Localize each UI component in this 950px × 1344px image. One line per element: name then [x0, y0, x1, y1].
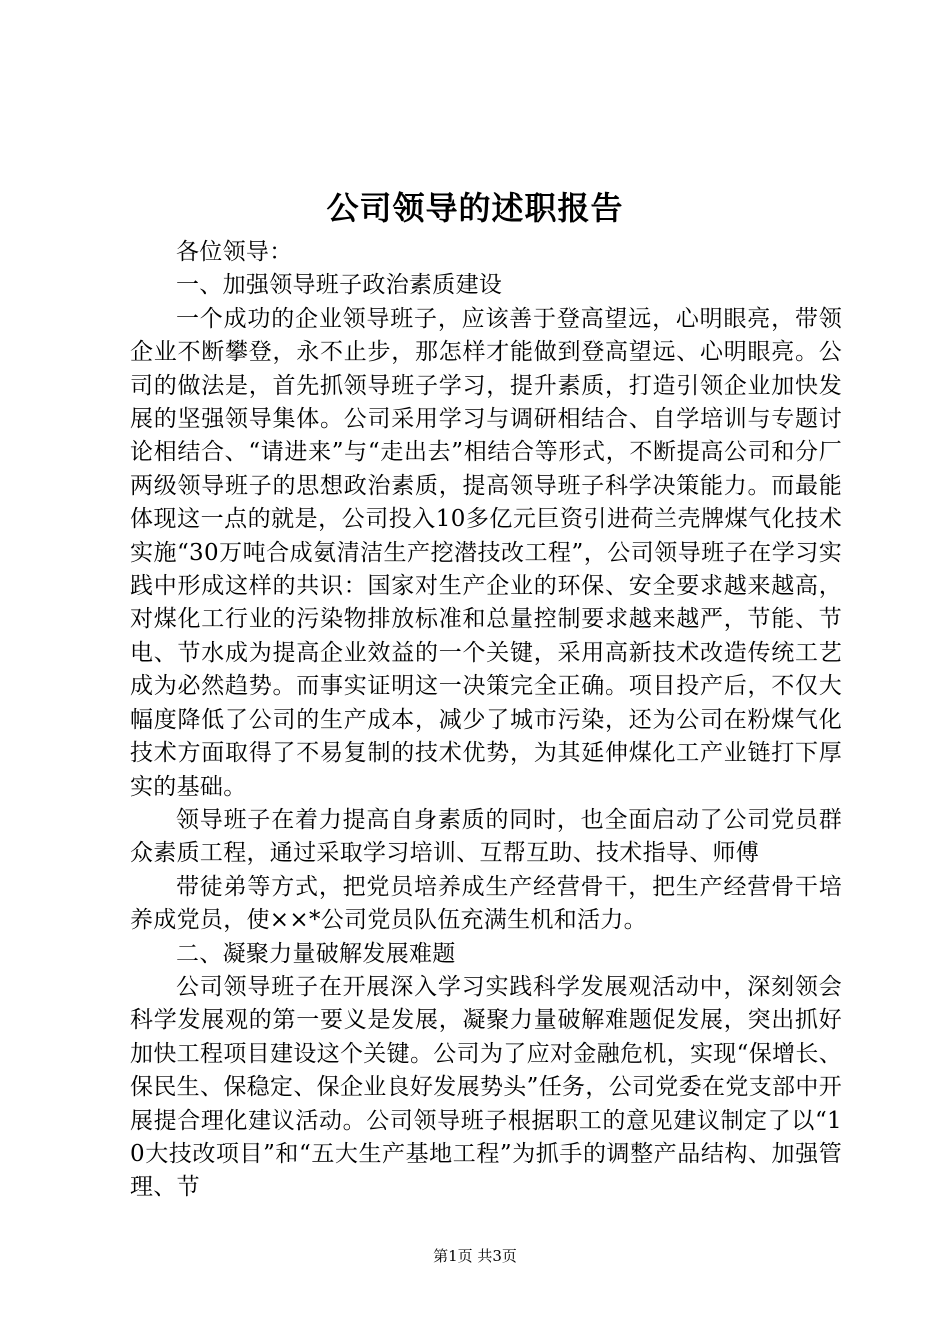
page-footer: 第1页 共3页 [433, 1247, 517, 1265]
body-paragraph: 一个成功的企业领导班子，应该善于登高望远，心明眼亮，带领企业不断攀登，永不止步，那怎样才能做到登高望远、心明眼亮。公司的做法是，首先抓领导班子学习，提升素质，打造引领企业加快发展的坚强领导集体。公司采用学习与调研相结合、自学培训与专题讨论相结合、“请进来”与“走出去”相结合等形式，不断提高公司和分厂两级领导班子的思想政治素质，提高领导班子科学决策能力。而最能体现这一点的就是，公司投入10多亿元巨资引进荷兰壳牌煤气化技术实施“30万吨合成氨清洁生产挖潜技改工程”，公司领导班子在学习实践中形成这样的共识：国家对生产企业的环保、安全要求越来越高，对煤化工行业的污染物排放标准和总量控制要求越来越严，节能、节电、节水成为提高企业效益的一个关键，采用高新技术改造传统工艺成为必然趋势。而事实证明这一决策完全正确。项目投产后，不仅大幅度降低了公司的生产成本，减少了城市污染，还为公司在粉煤气化技术方面取得了不易复制的技术优势，为其延伸煤化工产业链打下厚实的基础。 [130, 305, 842, 800]
body-paragraph: 公司领导班子在开展深入学习实践科学发展观活动中，深刻领会科学发展观的第一要义是发展，凝聚力量破解难题促发展，突出抓好加快工程项目建设这个关键。公司为了应对金融危机，实现“保增长、保民生、保稳定、保企业良好发展势头”任务，公司党委在党支部中开展提合理化建议活动。公司领导班子根据职工的意见建议制定了以“10大技改项目”和“五大生产基地工程”为抓手的调整产品结构、加强管理、节 [130, 973, 842, 1201]
section-heading-2: 二、凝聚力量破解发展难题 [176, 940, 456, 967]
document-body [130, 236, 842, 1205]
greeting-paragraph: 各位领导： [176, 239, 293, 265]
body-paragraph: 领导班子在着力提高自身素质的同时，也全面启动了公司党员群众素质工程，通过采取学习培训、互帮互助、技术指导、师傅 [130, 806, 842, 867]
body-paragraph: 带徒弟等方式，把党员培养成生产经营骨干，把生产经营骨干培养成党员，使××*公司党员队伍充满生机和活力。 [130, 873, 842, 934]
document-title: 公司领导的述职报告 [326, 189, 624, 227]
section-heading-1: 一、加强领导班子政治素质建设 [176, 272, 503, 299]
